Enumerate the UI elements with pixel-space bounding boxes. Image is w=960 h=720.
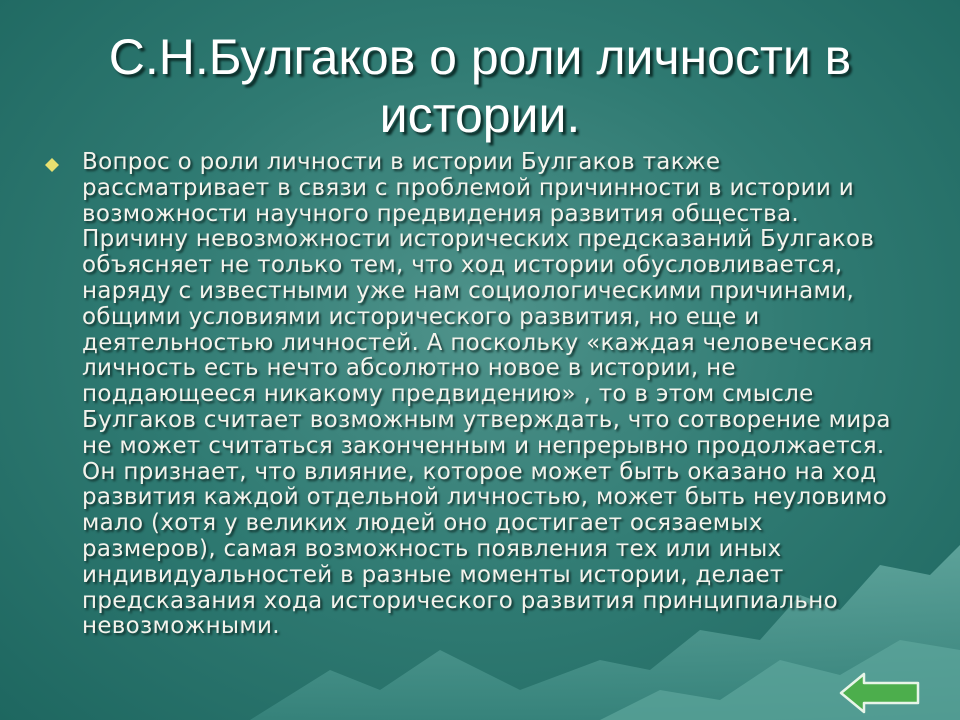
diamond-bullet-icon xyxy=(44,150,82,177)
bullet-text: Вопрос о роли личности в истории Булгаков также рассматривает в связи с проблемой причинности в истории и возможности научного предвидения развития общества. Причину невозможности исторических предсказаний Булгаков объясняет не только тем, что ход истории обусловливается, наряду с известными уже нам социологическими причинами, общими условиями исторического развития, но еще и деятельностью личностей. А поскольку «каждая человеческая личность есть нечто абсолютно новое в истории, не поддающееся никакому предвидению» , то в этом смысле Булгаков считает возможным утверждать, что сотворение мира не может считаться законченным и непрерывно продолжается. Он признает, что влияние, которое может быть оказано на ход развития каждой отдельной личностью, может быть неуловимо мало (хотя у великих людей оно достигает осязаемых размеров), самая возможность появления тех или иных индивидуальностей в разные моменты истории, делает предсказания хода исторического развития принципиально невозможными. xyxy=(82,149,891,640)
arrow-left-icon xyxy=(838,670,922,716)
back-button[interactable] xyxy=(838,670,922,716)
slide-title: С.Н.Булгаков о роли личности в истории. xyxy=(108,29,852,143)
bullet-item xyxy=(44,150,904,640)
